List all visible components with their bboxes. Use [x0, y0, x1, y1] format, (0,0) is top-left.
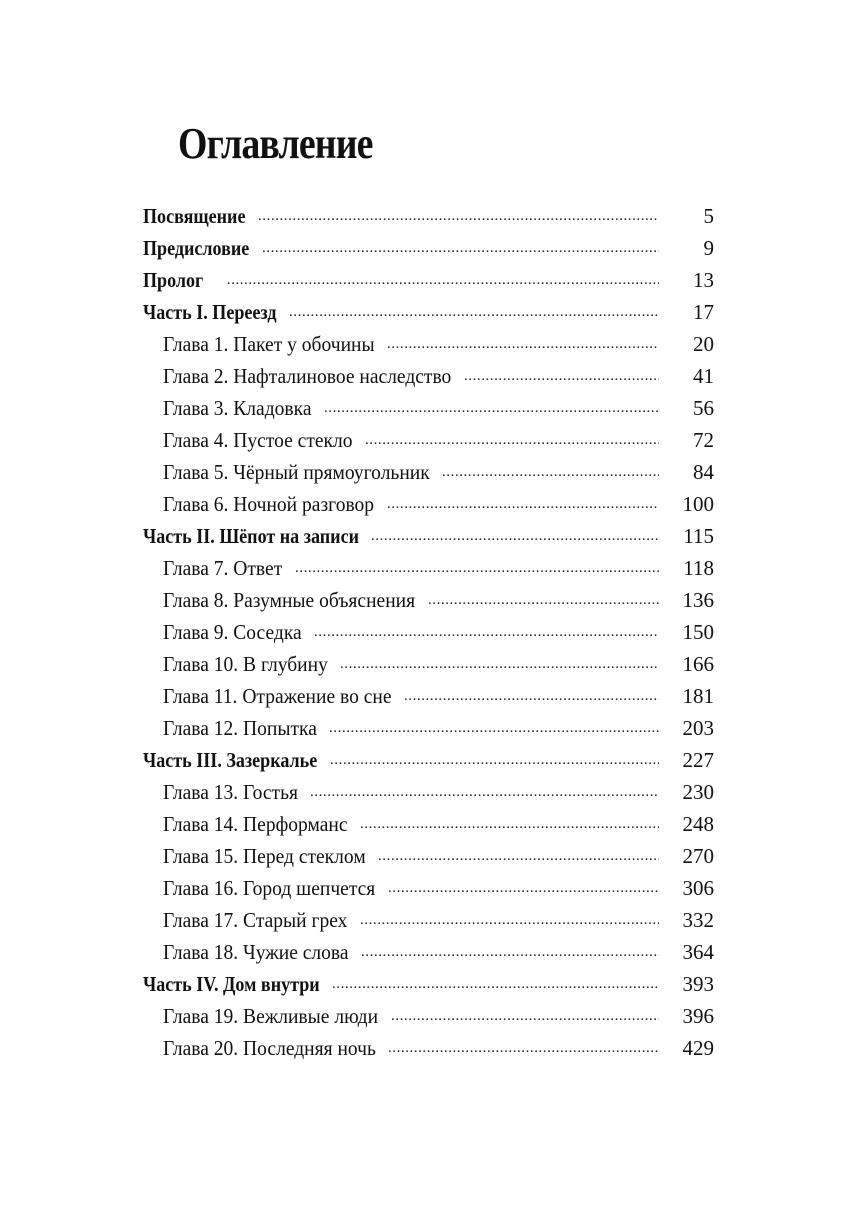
toc-page-number: 306 — [682, 876, 714, 900]
dot-leader — [360, 904, 659, 936]
toc-chapter-entry[interactable] — [0, 808, 856, 840]
toc-chapter-entry[interactable] — [0, 936, 856, 968]
dot-leader — [361, 936, 659, 968]
toc-entry-title: Глава 20. Последняя ночь — [163, 1036, 376, 1060]
toc-entry-title: Посвящение — [143, 204, 246, 228]
dot-leader — [387, 488, 659, 520]
toc-page-number: 41 — [693, 364, 714, 388]
toc-chapter-entry[interactable] — [0, 712, 856, 744]
toc-section-entry[interactable] — [0, 968, 856, 1000]
toc-entry-title: Глава 8. Разумные объяснения — [163, 588, 416, 612]
toc-entry-title: Глава 3. Кладовка — [163, 396, 312, 420]
toc-entry-title: Часть IV. Дом внутри — [143, 972, 320, 996]
toc-chapter-entry[interactable] — [0, 456, 856, 488]
toc-entry-title: Глава 10. В глубину — [163, 652, 328, 676]
toc-page-number: 248 — [682, 812, 714, 836]
toc-page-number: 17 — [693, 300, 714, 324]
dot-leader — [464, 360, 659, 392]
dot-leader — [387, 328, 659, 360]
dot-leader — [262, 232, 659, 264]
toc-entry-title: Глава 14. Перформанс — [163, 812, 348, 836]
toc-chapter-entry[interactable] — [0, 584, 856, 616]
toc-page-number: 9 — [703, 236, 714, 260]
toc-page-number: 100 — [682, 492, 714, 516]
toc-section-entry[interactable] — [0, 744, 856, 776]
toc-chapter-entry[interactable] — [0, 552, 856, 584]
toc-section-entry[interactable] — [0, 520, 856, 552]
dot-leader — [340, 648, 659, 680]
toc-page-number: 227 — [682, 748, 714, 772]
toc-entry-title: Глава 4. Пустое стекло — [163, 428, 353, 452]
toc-page-number: 150 — [682, 620, 714, 644]
toc-chapter-entry[interactable] — [0, 904, 856, 936]
toc-page-number: 5 — [703, 204, 714, 228]
toc-entry-title: Глава 16. Город шепчется — [163, 876, 376, 900]
toc-section-entry[interactable] — [0, 232, 856, 264]
toc-section-entry[interactable] — [0, 296, 856, 328]
toc-page-number: 56 — [693, 396, 714, 420]
dot-leader — [295, 552, 659, 584]
toc-chapter-entry[interactable] — [0, 680, 856, 712]
dot-leader — [428, 584, 659, 616]
toc-chapter-entry[interactable] — [0, 840, 856, 872]
toc-page-number: 115 — [683, 524, 714, 548]
toc-section-entry[interactable] — [0, 200, 856, 232]
toc-entry-title: Часть III. Зазеркалье — [143, 748, 318, 772]
toc-page-number: 13 — [693, 268, 714, 292]
toc-chapter-entry[interactable] — [0, 1000, 856, 1032]
toc-chapter-entry[interactable] — [0, 648, 856, 680]
toc-page-number: 118 — [683, 556, 714, 580]
toc-page-number: 181 — [682, 684, 714, 708]
dot-leader — [371, 520, 659, 552]
dot-leader — [310, 776, 659, 808]
toc-page-number: 230 — [682, 780, 714, 804]
toc-page-number: 270 — [682, 844, 714, 868]
toc-page-number: 20 — [693, 332, 714, 356]
toc-chapter-entry[interactable] — [0, 392, 856, 424]
toc-page-number: 364 — [682, 940, 714, 964]
dot-leader — [391, 1000, 659, 1032]
dot-leader — [404, 680, 659, 712]
toc-entry-title: Часть I. Переезд — [143, 300, 277, 324]
toc-page-number: 136 — [682, 588, 714, 612]
toc-page-number: 166 — [682, 652, 714, 676]
toc-entry-title: Глава 13. Гостья — [163, 780, 298, 804]
toc-entry-title: Глава 6. Ночной разговор — [163, 492, 375, 516]
toc-entry-title: Глава 15. Перед стеклом — [163, 844, 366, 868]
dot-leader — [258, 200, 659, 232]
toc-entry-title: Глава 18. Чужие слова — [163, 940, 349, 964]
toc-entry-title: Предисловие — [143, 236, 250, 260]
table-of-contents — [0, 200, 856, 1064]
toc-chapter-entry[interactable] — [0, 872, 856, 904]
dot-leader — [360, 808, 659, 840]
dot-leader — [332, 968, 659, 1000]
toc-entry-title: Глава 12. Попытка — [163, 716, 317, 740]
toc-page-number: 72 — [693, 428, 714, 452]
toc-page-number: 332 — [682, 908, 714, 932]
page-title: Оглавление — [178, 119, 373, 168]
toc-page-number: 84 — [693, 460, 714, 484]
toc-section-entry[interactable] — [0, 264, 856, 296]
toc-chapter-entry[interactable] — [0, 328, 856, 360]
toc-chapter-entry[interactable] — [0, 360, 856, 392]
toc-chapter-entry[interactable] — [0, 776, 856, 808]
dot-leader — [388, 1032, 659, 1064]
toc-entry-title: Глава 11. Отражение во сне — [163, 684, 392, 708]
toc-entry-title: Глава 7. Ответ — [163, 556, 283, 580]
dot-leader — [378, 840, 659, 872]
dot-leader — [365, 424, 659, 456]
dot-leader — [330, 744, 659, 776]
dot-leader — [216, 264, 659, 296]
dot-leader — [329, 712, 659, 744]
dot-leader — [314, 616, 659, 648]
dot-leader — [442, 456, 659, 488]
toc-chapter-entry[interactable] — [0, 488, 856, 520]
toc-entry-title: Глава 17. Старый грех — [163, 908, 348, 932]
toc-entry-title: Пролог — [143, 268, 204, 292]
toc-chapter-entry[interactable] — [0, 424, 856, 456]
toc-chapter-entry[interactable] — [0, 1032, 856, 1064]
toc-entry-title: Глава 5. Чёрный прямоугольник — [163, 460, 430, 484]
toc-page-number: 396 — [682, 1004, 714, 1028]
dot-leader — [324, 392, 659, 424]
toc-entry-title: Глава 19. Вежливые люди — [163, 1004, 379, 1028]
toc-page-number: 393 — [682, 972, 714, 996]
toc-page-number: 203 — [682, 716, 714, 740]
toc-entry-title: Глава 1. Пакет у обочины — [163, 332, 375, 356]
toc-chapter-entry[interactable] — [0, 616, 856, 648]
toc-page-number: 429 — [682, 1036, 714, 1060]
toc-entry-title: Глава 2. Нафталиновое наследство — [163, 364, 452, 388]
toc-entry-title: Часть II. Шёпот на записи — [143, 524, 359, 548]
dot-leader — [388, 872, 659, 904]
toc-entry-title: Глава 9. Соседка — [163, 620, 302, 644]
dot-leader — [289, 296, 659, 328]
